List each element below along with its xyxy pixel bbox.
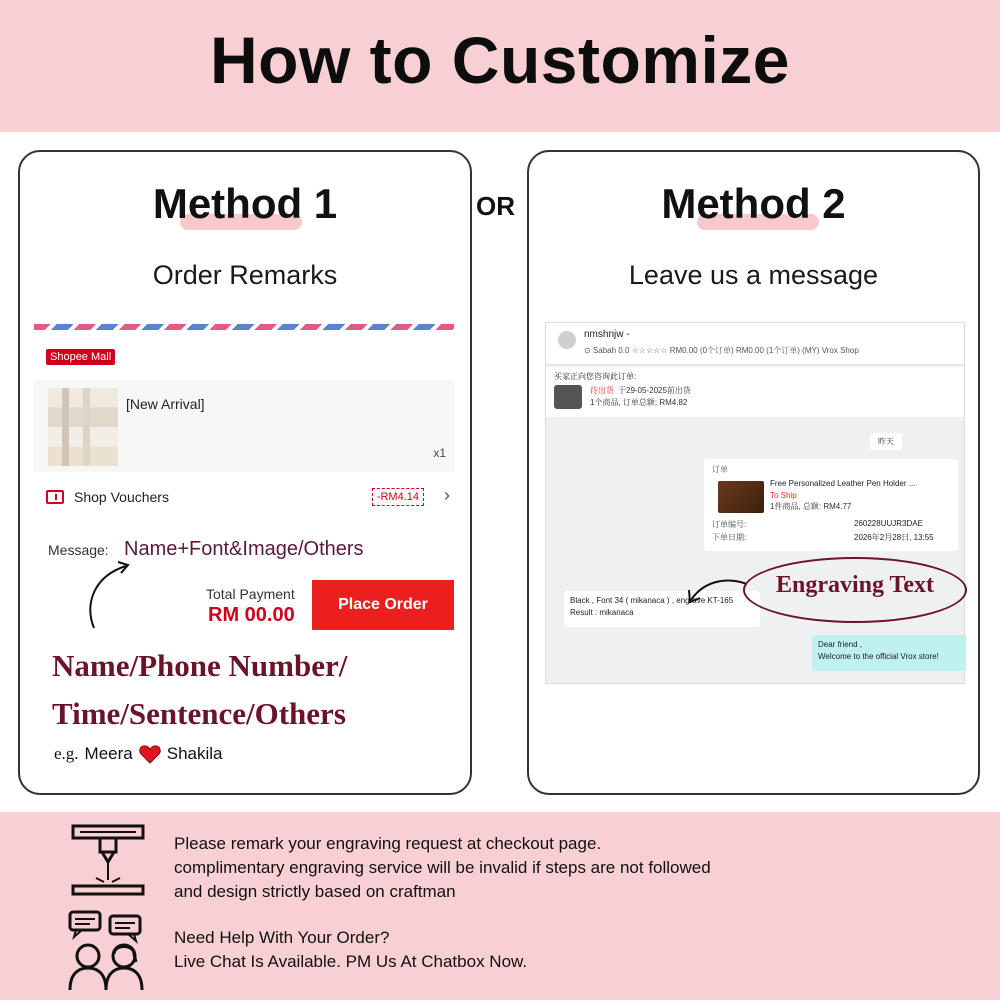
engraving-arrow-icon (685, 576, 749, 606)
order-date-label: 下单日期: (712, 533, 747, 542)
total-payment-label: Total Payment (206, 586, 295, 602)
chat-username: nmshnjw - (584, 329, 630, 340)
airmail-stripe (34, 324, 454, 330)
help-heading: Need Help With Your Order? (174, 928, 390, 947)
strip-title: 买家正向您咨询此订单: (554, 372, 637, 381)
message-label: Message: (48, 542, 109, 558)
info-line-2: complimentary engraving service will be invalid if steps are not followed (174, 858, 711, 877)
order-card-price: 1件商品, 总额: RM4.77 (770, 502, 852, 511)
method1-subtitle: Order Remarks (152, 260, 338, 290)
order-card-status: To Ship (770, 491, 797, 500)
message-input[interactable]: Name+Font&Image/Others (124, 538, 364, 560)
chat-header (546, 323, 964, 365)
order-card[interactable] (704, 459, 958, 551)
strip-date: 于29-05-2025前出货 (618, 386, 691, 395)
heart-icon (139, 744, 161, 764)
method1-title: Method 1 (152, 180, 338, 227)
greeting-line-1: Dear friend , (818, 640, 863, 649)
curve-arrow-icon (80, 558, 150, 630)
examples-line-1: Name/Phone Number/ (52, 648, 348, 683)
product-thumbnail (48, 388, 118, 466)
examples-line-2: Time/Sentence/Others (52, 696, 346, 731)
product-name: [New Arrival] (126, 396, 205, 412)
shopee-mall-badge: Shopee Mall (46, 349, 115, 365)
or-label: OR (476, 191, 515, 221)
customer-support-icon (66, 910, 146, 992)
method1-card (18, 150, 472, 795)
greeting-line-2: Welcome to the official Vrox store! (818, 652, 939, 661)
product-quantity: x1 (433, 446, 446, 460)
method2-subtitle: Leave us a message (628, 260, 879, 290)
engraving-text-label: Engraving Text (775, 572, 935, 598)
method2-card (527, 150, 980, 795)
order-card-product: Free Personalized Leather Pen Holder ... (770, 479, 916, 488)
shop-greeting-bubble (812, 635, 966, 671)
example-name-1: Meera (84, 744, 133, 763)
chevron-right-icon: › (444, 485, 450, 505)
laser-engraver-icon (70, 822, 146, 898)
eg-label: e.g. (54, 744, 79, 763)
chat-screenshot (545, 322, 965, 684)
place-order-button[interactable]: Place Order (312, 580, 454, 630)
chat-day-label: 昨天 (870, 433, 902, 450)
voucher-value: -RM4.14 (372, 488, 424, 506)
page-title: How to Customize (210, 23, 790, 97)
example-row (54, 742, 223, 766)
shop-vouchers-row[interactable] (46, 487, 450, 509)
info-line-3: and design strictly based on craftman (174, 882, 456, 901)
product-row (34, 380, 454, 472)
voucher-icon (46, 490, 64, 504)
order-id: 260228UUJR3DAE (854, 519, 923, 528)
avatar (558, 331, 576, 349)
strip-count: 1个商品, 订单总额: RM4.82 (590, 398, 688, 407)
customer-message-line-1: Black , Font 34 ( mikanaca ) , engrave KT-165 (570, 596, 734, 605)
order-card-head: 订单 (712, 465, 728, 474)
strip-thumbnail (554, 385, 582, 409)
order-id-label: 订单编号: (712, 520, 747, 529)
total-payment-value: RM 00.00 (208, 604, 295, 626)
method2-title: Method 2 (661, 180, 846, 227)
info-line-1: Please remark your engraving request at checkout page. (174, 834, 602, 853)
voucher-label: Shop Vouchers (74, 489, 169, 505)
help-text: Live Chat Is Available. PM Us At Chatbox Now. (174, 952, 528, 971)
order-card-thumbnail (718, 481, 764, 513)
example-name-2: Shakila (166, 744, 223, 763)
chat-order-strip[interactable] (546, 367, 964, 417)
strip-status: 待出货 (590, 386, 614, 395)
customer-message-line-2: Result : mikanaca (570, 608, 634, 617)
chat-meta: ⊙ Sabah 0.0 ☆☆☆☆☆ RM0.00 (0个订单) RM0.00 (1个订单) (MY) Vrox Shop (584, 346, 859, 355)
order-date: 2026年2月28日, 13:55 (854, 533, 934, 542)
